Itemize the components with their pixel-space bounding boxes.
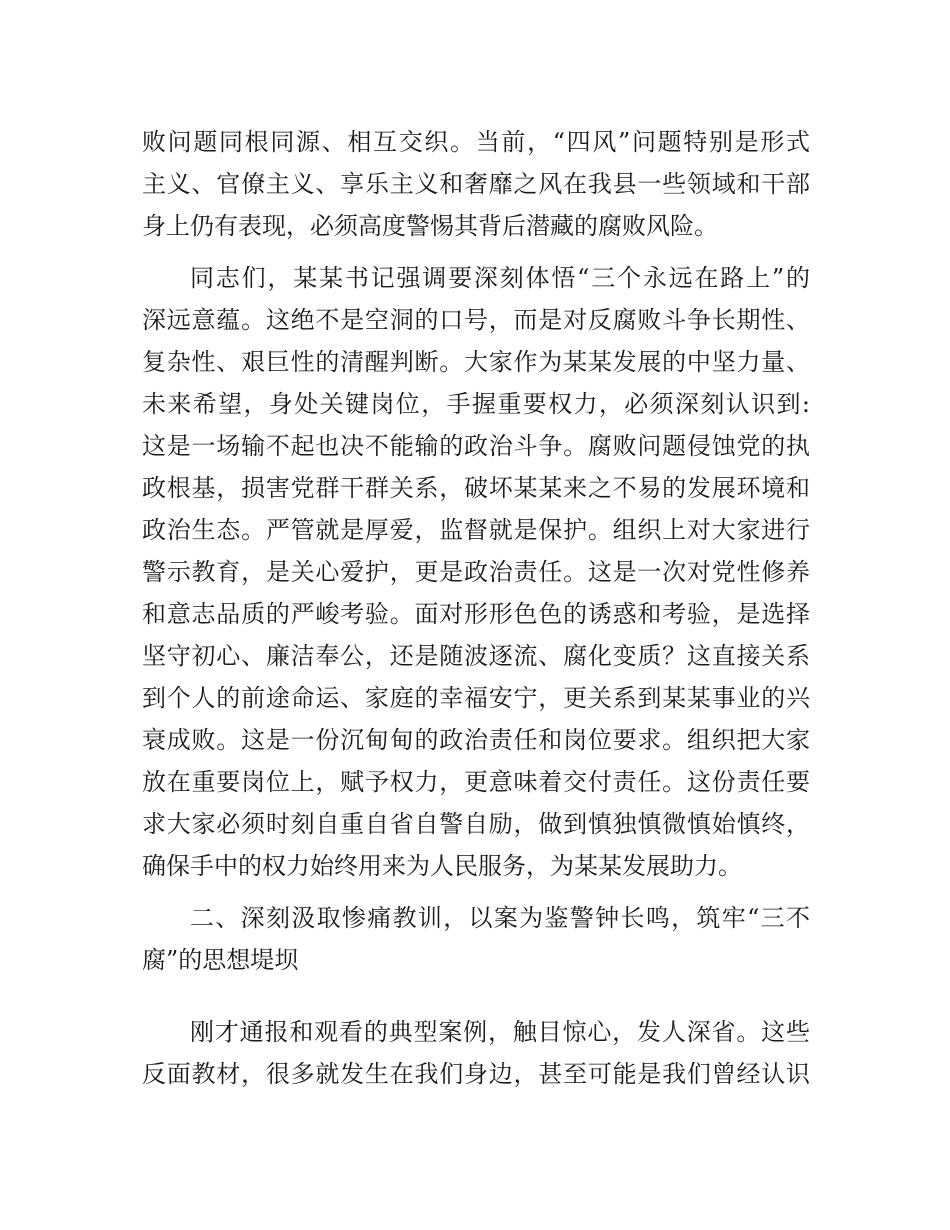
paragraph-line: 和意志品质的严峻考验。面对形形色色的诱惑和考验，是选择 (142, 600, 810, 628)
paragraph-line: 放在重要岗位上，赋予权力，更意味着交付责任。这份责任要 (142, 768, 810, 796)
paragraph-line: 衰成败。这是一份沉甸甸的政治责任和岗位要求。组织把大家 (142, 726, 810, 754)
paragraph-line: 刚才通报和观看的典型案例，触目惊心，发人深省。这些 (190, 1018, 810, 1046)
paragraph-line: 政根基，损害党群干群关系，破坏某某来之不易的发展环境和 (142, 474, 810, 502)
section-heading-line: 腐”的思想堤坝 (142, 946, 299, 974)
paragraph-line: 确保手中的权力始终用来为人民服务，为某某发展助力。 (142, 852, 742, 880)
paragraph-line: 同志们，某某书记强调要深刻体悟“三个永远在路上”的 (190, 264, 810, 292)
paragraph-line: 反面教材，很多就发生在我们身边，甚至可能是我们曾经认识 (142, 1060, 810, 1088)
paragraph-line: 败问题同根同源、相互交织。当前，“四风”问题特别是形式 (142, 128, 810, 156)
section-heading-line: 二、深刻汲取惨痛教训，以案为鉴警钟长鸣，筑牢“三不 (190, 904, 810, 932)
paragraph-line: 深远意蕴。这绝不是空洞的口号，而是对反腐败斗争长期性、 (142, 306, 810, 334)
paragraph-line: 复杂性、艰巨性的清醒判断。大家作为某某发展的中坚力量、 (142, 348, 810, 376)
paragraph-line: 坚守初心、廉洁奉公，还是随波逐流、腐化变质？这直接关系 (142, 642, 810, 670)
paragraph-line: 求大家必须时刻自重自省自警自励，做到慎独慎微慎始慎终， (142, 810, 810, 838)
paragraph-line: 这是一场输不起也决不能输的政治斗争。腐败问题侵蚀党的执 (142, 432, 810, 460)
paragraph-line: 政治生态。严管就是厚爱，监督就是保护。组织上对大家进行 (142, 516, 810, 544)
paragraph-line: 未来希望，身处关键岗位，手握重要权力，必须深刻认识到: (142, 390, 810, 418)
paragraph-line: 身上仍有表现，必须高度警惕其背后潜藏的腐败风险。 (142, 212, 718, 240)
paragraph-line: 警示教育，是关心爱护，更是政治责任。这是一次对党性修养 (142, 558, 810, 586)
paragraph-line: 到个人的前途命运、家庭的幸福安宁，更关系到某某事业的兴 (142, 684, 810, 712)
paragraph-line: 主义、官僚主义、享乐主义和奢靡之风在我县一些领域和干部 (142, 170, 810, 198)
